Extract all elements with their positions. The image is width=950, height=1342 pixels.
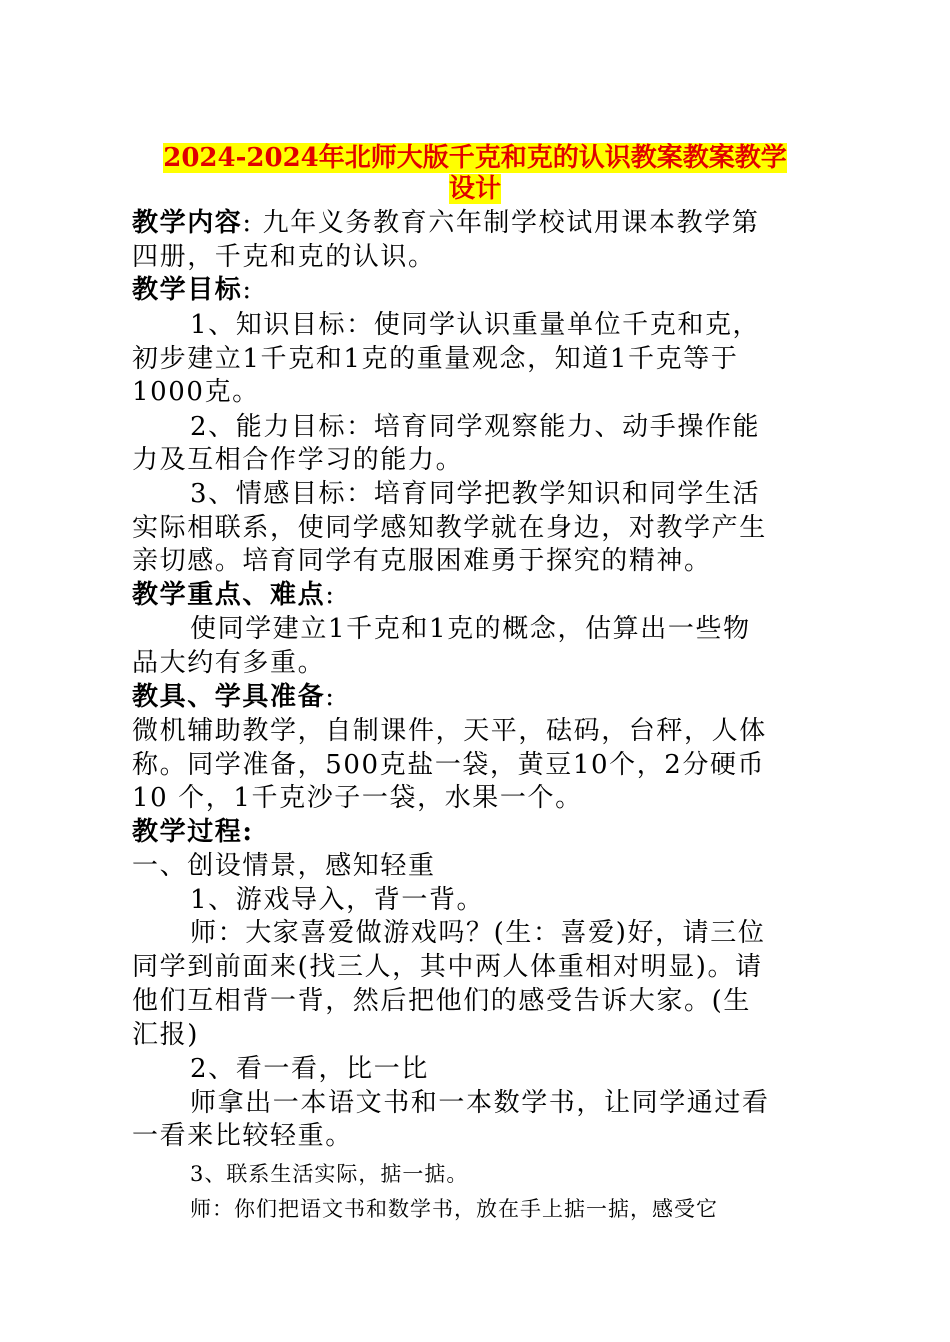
paragraph-line: 他们互相背一背，然后把他们的感受告诉大家。(生 — [132, 986, 751, 1016]
paragraph-line: 四册，千克和克的认识。 — [132, 242, 436, 272]
paragraph-line: 力及互相合作学习的能力。 — [132, 445, 464, 475]
section-heading: 教学过程: — [132, 817, 254, 847]
paragraph-line: 亲切感。培育同学有克服困难勇于探究的精神。 — [132, 546, 712, 576]
paragraph-line: 师：你们把语文书和数学书，放在手上掂一掂，感受它 — [190, 1197, 718, 1221]
paragraph-line: 教具、学具准备: — [132, 682, 336, 712]
paragraph-line: 一、创设情景，感知轻重 — [132, 851, 436, 881]
section-heading: 教学内容 — [132, 208, 243, 238]
document-title-line-2: 设计 — [448, 174, 501, 204]
section-heading: 教具、学具准备 — [132, 682, 326, 712]
paragraph-line: 品大约有多重。 — [132, 648, 326, 678]
document-title-line-1: 2024-2024年北师大版千克和克的认识教案教案教学 — [163, 143, 787, 173]
paragraph-line: 1、游戏导入，背一背。 — [190, 885, 485, 915]
paragraph-line: 2、能力目标：培育同学观察能力、动手操作能 — [190, 412, 761, 442]
paragraph-line: 师：大家喜爱做游戏吗？(生：喜爱)好，请三位 — [190, 918, 766, 948]
paragraph-line — [132, 816, 822, 848]
paragraph-line: 称。同学准备，500克盐一袋，黄豆10个，2分硬币 — [132, 750, 766, 780]
paragraph-line: 初步建立1千克和1克的重量观念，知道1千克等于 — [132, 344, 739, 374]
paragraph-line: 1000克。 — [132, 377, 260, 407]
paragraph-line: 实际相联系，使同学感知教学就在身边，对教学产生 — [132, 513, 767, 543]
paragraph-line: 1、知识目标：使同学认识重量单位千克和克， — [190, 310, 761, 340]
paragraph-line: 3、联系生活实际，掂一掂。 — [190, 1162, 469, 1186]
paragraph-line: 师拿出一本语文书和一本数学书，让同学通过看 — [190, 1088, 770, 1118]
paragraph-line: 10 个，1千克沙子一袋，水果一个。 — [132, 783, 583, 813]
paragraph-line: 一看来比较轻重。 — [132, 1121, 353, 1151]
section-heading: 教学目标 — [132, 275, 243, 305]
paragraph-line: 微机辅助教学，自制课件，天平，砝码，台秤，人体 — [132, 716, 767, 746]
paragraph-line: 教学内容: 九年义务教育六年制学校试用课本教学第 — [132, 208, 760, 238]
section-heading: 教学重点、难点 — [132, 580, 326, 610]
paragraph-line: 2、看一看，比一比 — [190, 1054, 429, 1084]
paragraph-line: 3、情感目标：培育同学把教学知识和同学生活 — [190, 479, 761, 509]
paragraph-line: 汇报) — [132, 1020, 199, 1050]
paragraph-line: 教学重点、难点: — [132, 580, 336, 610]
paragraph-line: 同学到前面来(找三人，其中两人体重相对明显)。请 — [132, 952, 763, 982]
paragraph-line: 使同学建立1千克和1克的概念，估算出一些物 — [190, 614, 751, 644]
paragraph-line: 教学目标: — [132, 275, 253, 305]
